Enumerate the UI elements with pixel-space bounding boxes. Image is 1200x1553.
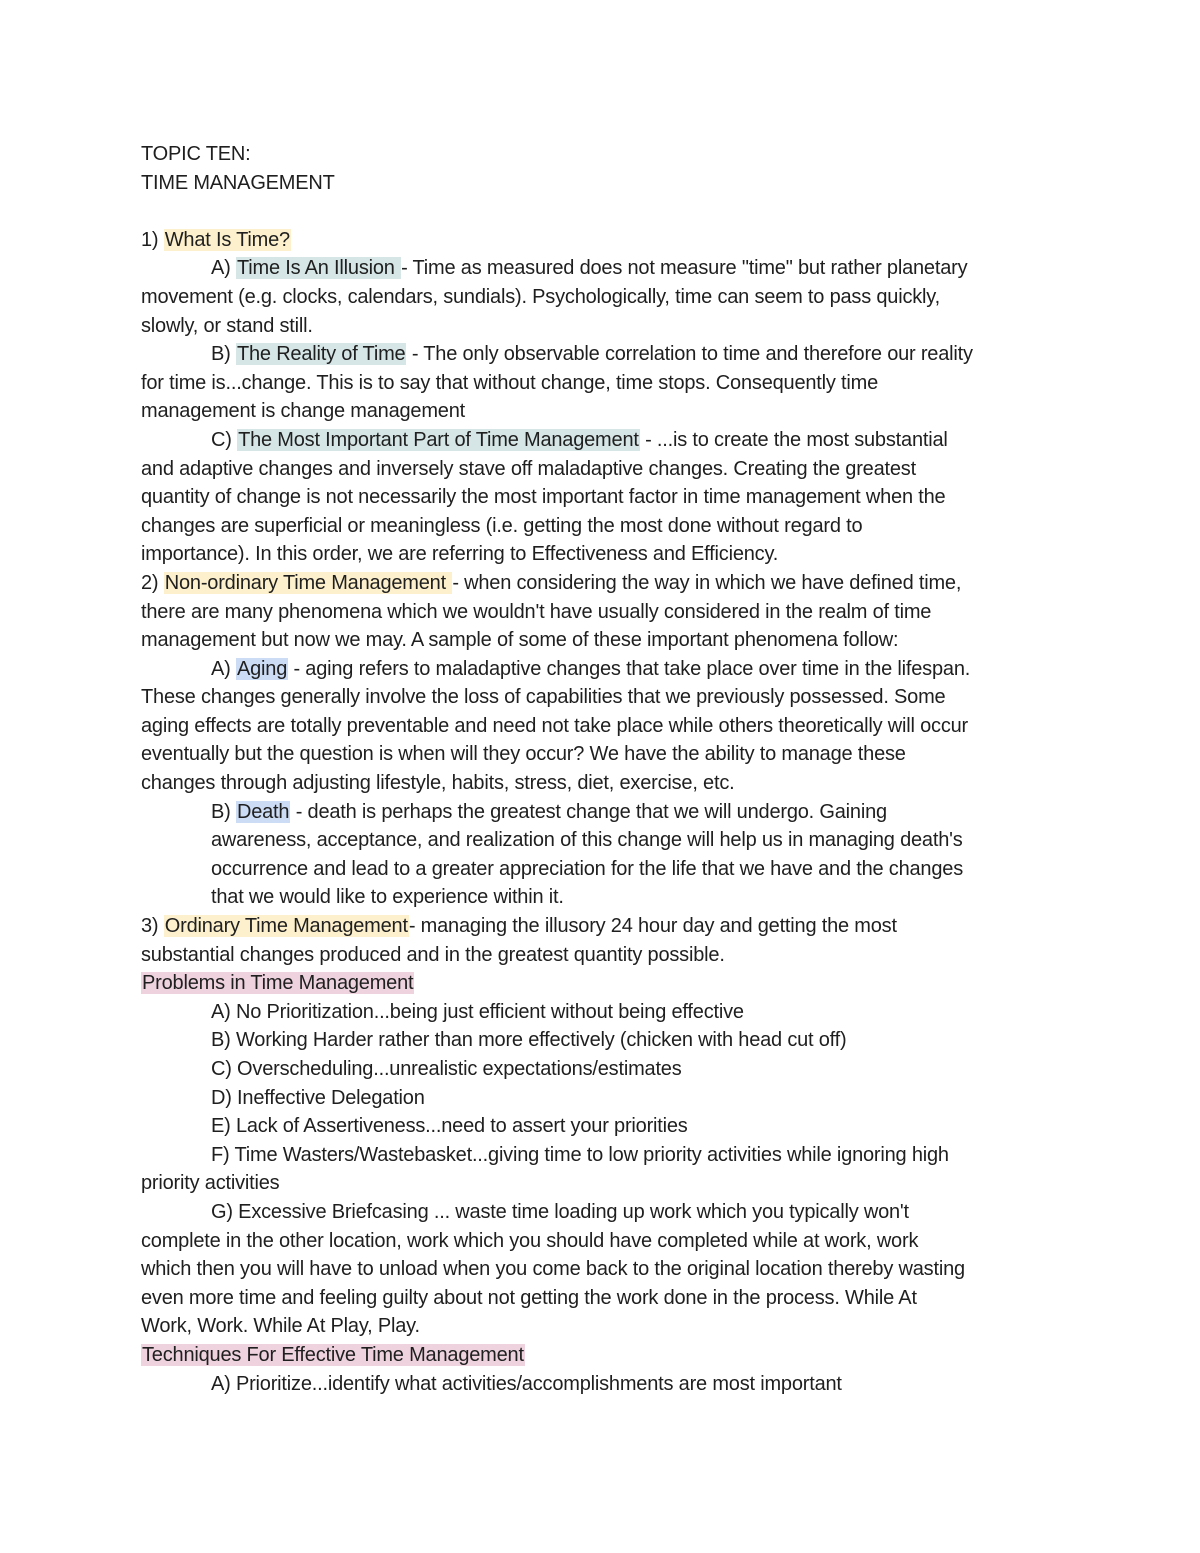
section-text: - managing the illusory 24 hour day and getting the most <box>408 915 897 938</box>
list-item: C) Overscheduling...unrealistic expectations/estimates <box>211 1058 682 1080</box>
section-2-heading-line <box>141 569 1061 598</box>
subheading-time-is-an-illusion: Time Is An Illusion <box>236 257 401 280</box>
topic-number: TOPIC TEN: <box>141 143 251 165</box>
paragraph-line: which then you will have to unload when you come back to the original location thereby wasting <box>141 1258 965 1281</box>
paragraph-line: awareness, acceptance, and realization of this change will help us in managing death's <box>211 829 963 852</box>
section-heading-what-is-time: What Is Time? <box>164 228 290 251</box>
paragraph-line: Work, Work. While At Play, Play. <box>141 1315 420 1338</box>
item-text: - The only observable correlation to time and therefore our reality <box>406 343 973 366</box>
list-item: E) Lack of Assertiveness...need to assert your priorities <box>211 1115 688 1138</box>
paragraph-line: even more time and feeling guilty about not getting the work done in the process. While At <box>141 1286 917 1309</box>
item-text: - Time as measured does not measure "time" but rather planetary <box>401 257 968 280</box>
paragraph-line: and adaptive changes and inversely stave off maladaptive changes. Creating the greatest <box>141 457 916 480</box>
topic-title: TIME MANAGEMENT <box>141 171 335 194</box>
spacer <box>141 197 1061 226</box>
item-line <box>141 798 1061 827</box>
list-item: A) Prioritize...identify what activities/accomplishments are most important <box>211 1372 842 1395</box>
paragraph-line: quantity of change is not necessarily the most important factor in time management when the <box>141 486 946 509</box>
subheading-most-important-part: The Most Important Part of Time Management <box>238 428 639 451</box>
paragraph-line: priority activities <box>141 1172 280 1195</box>
paragraph-line: that we would like to experience within it. <box>211 886 564 909</box>
paragraph-line: management but now we may. A sample of some of these important phenomena follow: <box>141 629 899 652</box>
paragraph-line: aging effects are totally preventable and need not take place while others theoretically will occur <box>141 714 968 737</box>
item-prefix: A) <box>211 657 236 680</box>
item-line <box>141 426 1061 455</box>
item-prefix: B) <box>211 343 236 366</box>
list-item: D) Ineffective Delegation <box>211 1086 425 1109</box>
subheading-aging: Aging <box>236 657 288 680</box>
item-line <box>141 254 1061 283</box>
section-1-heading-line <box>141 226 1061 255</box>
list-item: A) No Prioritization...being just efficient without being effective <box>211 1000 744 1023</box>
item-prefix: C) <box>211 428 238 451</box>
paragraph-line: importance). In this order, we are referring to Effectiveness and Efficiency. <box>141 543 779 566</box>
paragraph-line: changes are superficial or meaningless (i.e. getting the most done without regard to <box>141 514 863 537</box>
problems-heading-line <box>141 969 1061 998</box>
techniques-heading: Techniques For Effective Time Management <box>142 1343 524 1366</box>
list-item: F) Time Wasters/Wastebasket...giving time to low priority activities while ignoring high <box>211 1143 949 1166</box>
item-text: - aging refers to maladaptive changes that take place over time in the lifespan. <box>288 657 971 680</box>
list-item: G) Excessive Briefcasing ... waste time loading up work which you typically won't <box>211 1200 909 1223</box>
item-line <box>141 340 1061 369</box>
subheading-reality-of-time: The Reality of Time <box>236 343 406 366</box>
paragraph-line: slowly, or stand still. <box>141 314 313 337</box>
section-text: - when considering the way in which we have defined time, <box>452 571 962 594</box>
section-3-heading-line <box>141 912 1061 941</box>
section-number: 3) <box>141 915 164 938</box>
paragraph-line: These changes generally involve the loss of capabilities that we previously possessed. Some <box>141 686 946 709</box>
paragraph-line: movement (e.g. clocks, calendars, sundials). Psychologically, time can seem to pass quickly, <box>141 285 940 308</box>
section-number: 1) <box>141 228 164 251</box>
list-item: B) Working Harder rather than more effectively (chicken with head cut off) <box>211 1029 847 1052</box>
paragraph-line: changes through adjusting lifestyle, habits, stress, diet, exercise, etc. <box>141 772 735 795</box>
problems-heading: Problems in Time Management <box>142 972 414 995</box>
paragraph-line: there are many phenomena which we wouldn't have usually considered in the realm of time <box>141 600 932 623</box>
paragraph-line: management is change management <box>141 400 466 423</box>
paragraph-line: complete in the other location, work which you should have completed while at work, work <box>141 1229 919 1252</box>
techniques-heading-line <box>141 1341 1061 1370</box>
section-heading-non-ordinary: Non-ordinary Time Management <box>164 571 452 594</box>
item-line <box>141 655 1061 684</box>
paragraph-line: occurrence and lead to a greater appreciation for the life that we have and the changes <box>211 857 963 880</box>
document-body <box>141 140 1061 1398</box>
section-number: 2) <box>141 571 164 594</box>
item-text: - ...is to create the most substantial <box>639 428 948 451</box>
paragraph-line: eventually but the question is when will they occur? We have the ability to manage these <box>141 743 906 766</box>
item-prefix: B) <box>211 800 236 823</box>
item-text: - death is perhaps the greatest change that we will undergo. Gaining <box>290 800 887 823</box>
section-heading-ordinary: Ordinary Time Management <box>164 915 408 938</box>
subheading-death: Death <box>236 800 290 823</box>
paragraph-line: for time is...change. This is to say that without change, time stops. Consequently time <box>141 371 879 394</box>
item-prefix: A) <box>211 257 236 280</box>
paragraph-line: substantial changes produced and in the greatest quantity possible. <box>141 943 725 966</box>
